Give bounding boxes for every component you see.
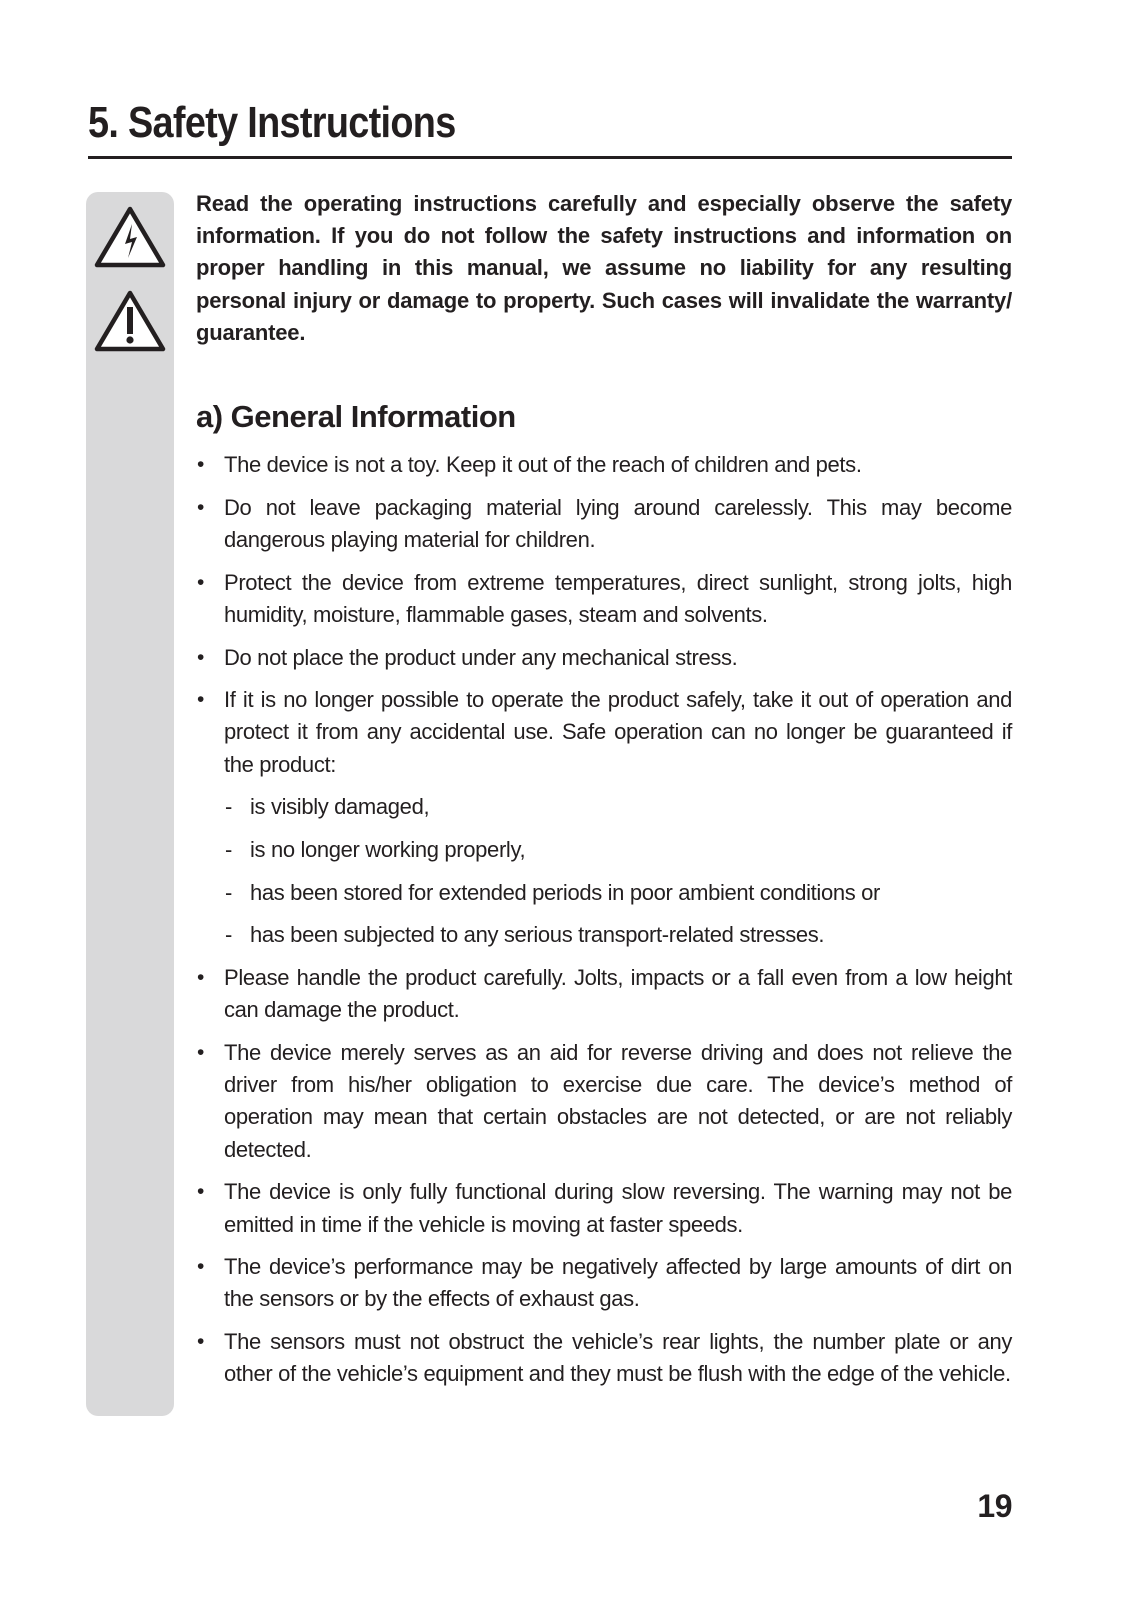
list-item — [196, 1326, 1012, 1390]
page-title: 5. Safety Instructions — [88, 98, 456, 147]
list-item-text: The sensors must not obstruct the vehicle’s rear lights, the number plate or any other of the vehicle’s equipment and they must be flush with the edge of the vehicle. — [224, 1329, 1012, 1387]
bullet-icon: • — [197, 1041, 205, 1065]
bullet-icon: • — [197, 453, 205, 477]
dash-icon: - — [225, 879, 232, 905]
list-item — [196, 642, 1012, 674]
bullet-icon: • — [197, 495, 205, 519]
list-item — [196, 492, 1012, 556]
sublist-item-text: has been subjected to any serious transport-related stresses. — [250, 922, 825, 948]
bullet-icon: • — [197, 570, 205, 594]
bullet-icon: • — [197, 1180, 205, 1204]
list-item-text: Do not place the product under any mechanical stress. — [224, 644, 738, 670]
list-item — [196, 1037, 1012, 1166]
dash-icon: - — [225, 837, 232, 863]
sublist-item-text: has been stored for extended periods in poor ambient conditions or — [250, 879, 880, 905]
list-item — [196, 1251, 1012, 1315]
list-item-text: The device is only fully functional during slow reversing. The warning may not be emitted in time if the vehicle is moving at faster speeds. — [224, 1179, 1012, 1237]
sublist-item-text: is visibly damaged, — [250, 794, 430, 820]
bullet-icon: • — [197, 1330, 205, 1354]
list-item-text: Do not leave packaging material lying around carelessly. This may become dangerous playing material for children. — [224, 494, 1012, 552]
list-item — [196, 449, 1012, 481]
exclamation-warning-icon — [92, 288, 168, 354]
list-item-text: The device’s performance may be negatively affected by large amounts of dirt on the sensors or by the effects of exhaust gas. — [224, 1254, 1012, 1312]
bullet-icon: • — [197, 1255, 205, 1279]
list-item-text: The device merely serves as an aid for reverse driving and does not relieve the driver from his/her obligation to exercise due care. The device’s method of operation may mean that certain obstacles are not detected, or are not reliably detected. — [224, 1040, 1012, 1162]
damage-conditions-list — [224, 791, 1012, 951]
intro-paragraph: Read the operating instructions carefully and especially observe the safety information. If you do not follow the safety instructions and information on proper handling in this manual, we assume no liability for any resulting personal injury or damage to property. Such cases will invalidate the warranty/ guarantee. — [196, 191, 1012, 345]
sublist-item — [224, 834, 1012, 866]
title-divider — [88, 156, 1012, 159]
sublist-item — [224, 919, 1012, 951]
sublist-item-text: is no longer working properly, — [250, 837, 526, 863]
list-item-text: Please handle the product carefully. Jolts, impacts or a fall even from a low height can damage the product. — [224, 965, 1012, 1023]
dash-icon: - — [225, 922, 232, 948]
list-item-text: If it is no longer possible to operate the product safely, take it out of operation and protect it from any accidental use. Safe operation can no longer be guaranteed if the product: — [224, 687, 1012, 777]
page-number: 19 — [977, 1488, 1012, 1524]
bullet-icon: • — [197, 688, 205, 712]
list-item-text: Protect the device from extreme temperatures, direct sunlight, strong jolts, high humidity, moisture, flammable gases, steam and solvents. — [224, 569, 1012, 627]
list-item — [196, 567, 1012, 631]
electric-shock-warning-icon — [92, 204, 168, 270]
content-area — [196, 188, 1012, 1401]
bullet-icon: • — [197, 966, 205, 990]
bullet-icon: • — [197, 645, 205, 669]
list-item — [196, 684, 1012, 951]
dash-icon: - — [225, 794, 232, 820]
warning-sidebar — [86, 192, 174, 1416]
sublist-item — [224, 791, 1012, 823]
section-heading: a) General Information — [196, 399, 516, 435]
list-item — [196, 962, 1012, 1026]
list-item — [196, 1176, 1012, 1240]
sublist-item — [224, 877, 1012, 909]
list-item-text: The device is not a toy. Keep it out of the reach of children and pets. — [224, 452, 862, 478]
general-information-list — [196, 449, 1012, 1391]
